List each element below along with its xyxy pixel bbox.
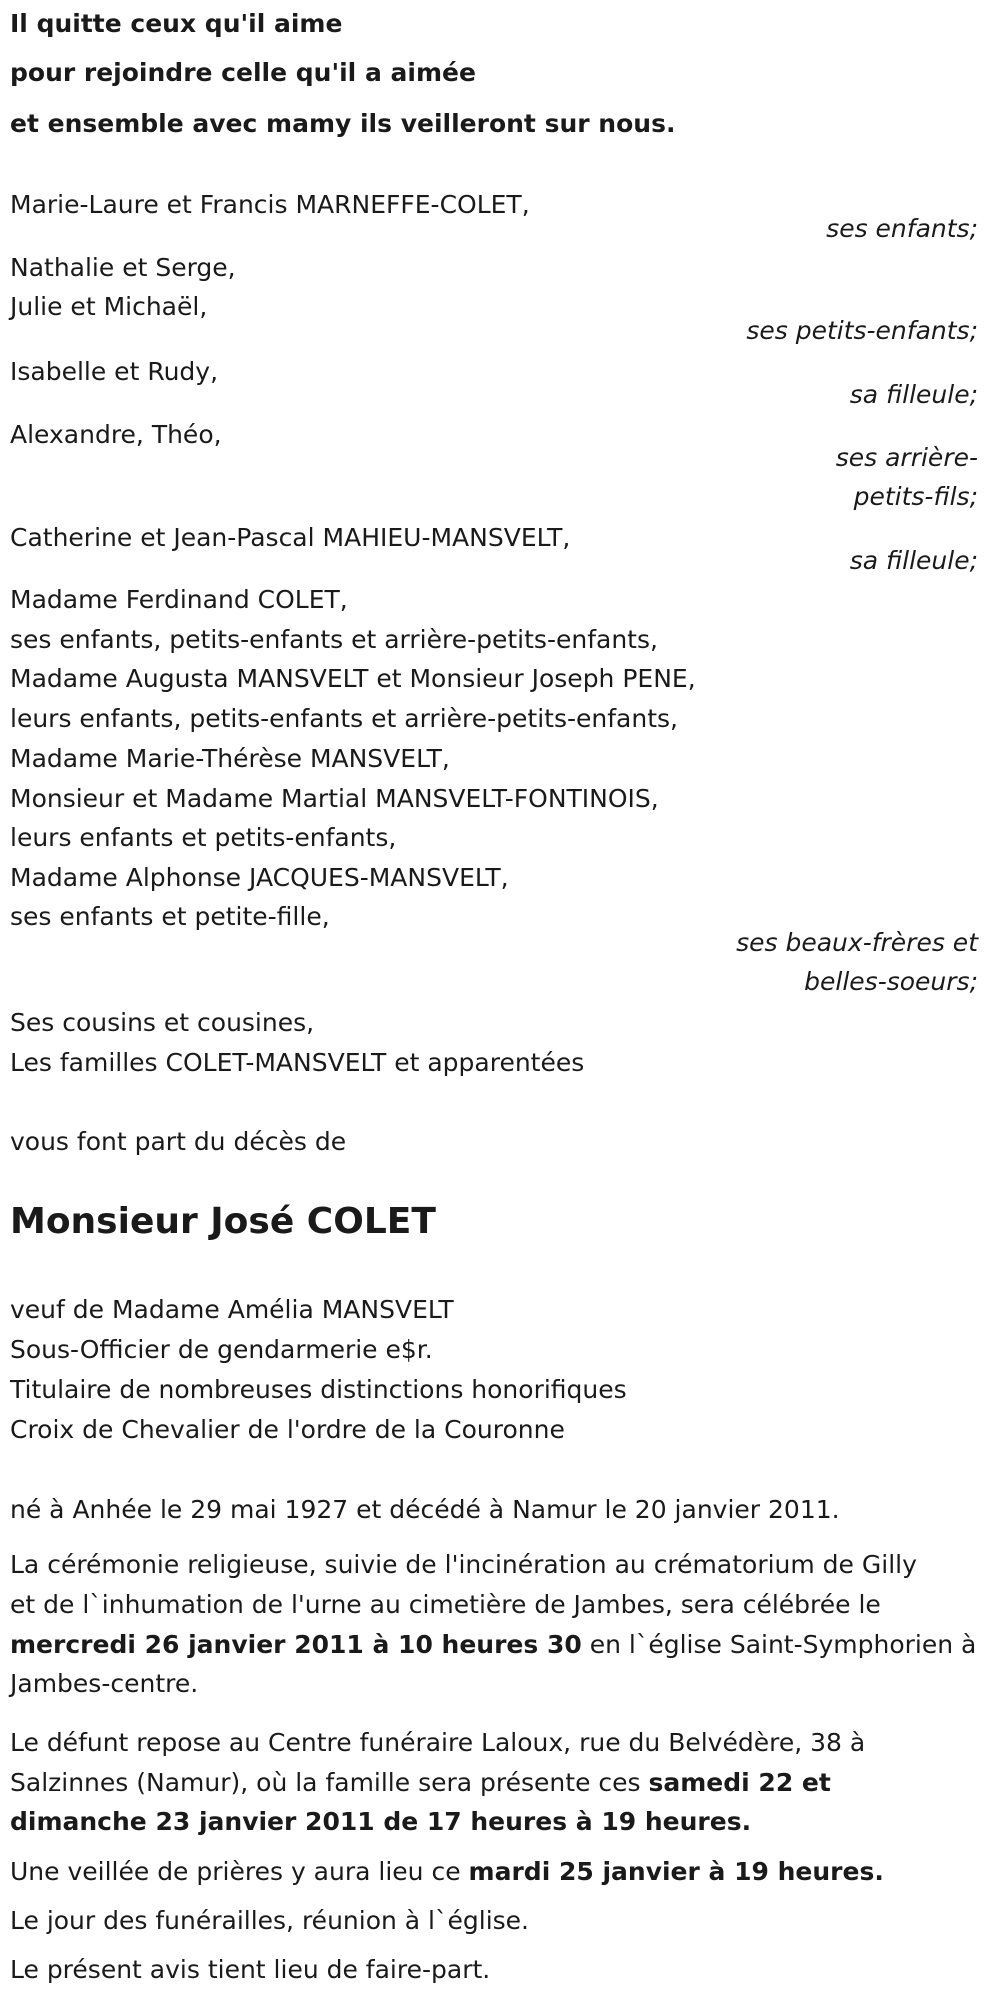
- ceremony-line-3: [10, 1625, 990, 1665]
- children-role: ses enfants;: [826, 214, 978, 243]
- goddaughter-2-role: sa filleule;: [849, 546, 978, 575]
- great-grandsons-names: Alexandre, Théo,: [10, 420, 222, 449]
- in-laws-line-4: leurs enfants, petits-enfants et arrière-petits-enfants,: [10, 704, 678, 733]
- epitaph-line-2: pour rejoindre celle qu'il a aimée: [10, 58, 476, 87]
- viewing-place: Salzinnes (Namur), où la famille sera présente ces: [10, 1768, 649, 1797]
- viewing-days-start: samedi 22 et: [648, 1768, 831, 1797]
- viewing-line-3: [10, 1802, 990, 1842]
- viewing-days-end: dimanche 23 janvier 2011 de 17 heures à 19 heures.: [10, 1807, 752, 1836]
- ceremony-line-4: Jambes-centre.: [10, 1669, 199, 1698]
- grandchildren-role: ses petits-enfants;: [746, 316, 978, 345]
- great-grandsons-role-line-2: petits-fils;: [853, 482, 978, 511]
- in-laws-role-line-2: belles-soeurs;: [804, 967, 978, 996]
- grandchildren-name-2: Julie et Michaël,: [10, 292, 208, 321]
- in-laws-line-2: ses enfants, petits-enfants et arrière-petits-enfants,: [10, 625, 658, 654]
- in-laws-line-5: Madame Marie-Thérèse MANSVELT,: [10, 744, 450, 773]
- deceased-name: Monsieur José COLET: [10, 1201, 436, 1242]
- ceremony-line-2: et de l`inhumation de l'urne au cimetière de Jambes, sera célébrée le: [10, 1590, 881, 1619]
- grandchildren-name-1: Nathalie et Serge,: [10, 253, 236, 282]
- goddaughter-1-names: Isabelle et Rudy,: [10, 357, 219, 386]
- title-line-1: veuf de Madame Amélia MANSVELT: [10, 1295, 454, 1324]
- children-names: Marie-Laure et Francis MARNEFFE-COLET,: [10, 190, 530, 219]
- in-laws-line-9: ses enfants et petite-fille,: [10, 902, 330, 931]
- title-line-2: Sous-Officier de gendarmerie e$r.: [10, 1335, 433, 1364]
- funeral-meeting-line: Le jour des funérailles, réunion à l`église.: [10, 1906, 529, 1935]
- vigil-line: [10, 1852, 990, 1892]
- in-laws-line-7: leurs enfants et petits-enfants,: [10, 823, 397, 852]
- vigil-text: Une veillée de prières y aura lieu ce: [10, 1857, 469, 1886]
- in-laws-line-8: Madame Alphonse JACQUES-MANSVELT,: [10, 863, 509, 892]
- in-laws-line-6: Monsieur et Madame Martial MANSVELT-FONTINOIS,: [10, 784, 659, 813]
- epitaph-line-3: et ensemble avec mamy ils veilleront sur nous.: [10, 109, 676, 138]
- ceremony-location: en l`église Saint-Symphorien à: [581, 1630, 977, 1659]
- birth-death-line: né à Anhée le 29 mai 1927 et décédé à Namur le 20 janvier 2011.: [10, 1495, 840, 1524]
- announcement: vous font part du décès de: [10, 1127, 347, 1156]
- others-line-1: Ses cousins et cousines,: [10, 1008, 315, 1037]
- great-grandsons-role-line-1: ses arrière-: [835, 443, 978, 472]
- title-line-3: Titulaire de nombreuses distinctions honorifiques: [10, 1375, 627, 1404]
- goddaughter-1-role: sa filleule;: [849, 380, 978, 409]
- goddaughter-2-names: Catherine et Jean-Pascal MAHIEU-MANSVELT,: [10, 523, 571, 552]
- others-line-2: Les familles COLET-MANSVELT et apparentées: [10, 1048, 585, 1077]
- ceremony-line-1: La cérémonie religieuse, suivie de l'incinération au crématorium de Gilly: [10, 1550, 917, 1579]
- epitaph-line-1: Il quitte ceux qu'il aime: [10, 9, 343, 38]
- vigil-date-time: mardi 25 janvier à 19 heures.: [468, 1857, 884, 1886]
- viewing-line-1: Le défunt repose au Centre funéraire Laloux, rue du Belvédère, 38 à: [10, 1728, 866, 1757]
- in-laws-line-3: Madame Augusta MANSVELT et Monsieur Joseph PENE,: [10, 664, 696, 693]
- in-laws-role-line-1: ses beaux-frères et: [736, 928, 978, 957]
- notice-line: Le présent avis tient lieu de faire-part.: [10, 1955, 491, 1984]
- ceremony-date-time: mercredi 26 janvier 2011 à 10 heures 30: [10, 1630, 582, 1659]
- viewing-line-2: [10, 1763, 990, 1803]
- title-line-4: Croix de Chevalier de l'ordre de la Couronne: [10, 1415, 565, 1444]
- in-laws-line-1: Madame Ferdinand COLET,: [10, 585, 348, 614]
